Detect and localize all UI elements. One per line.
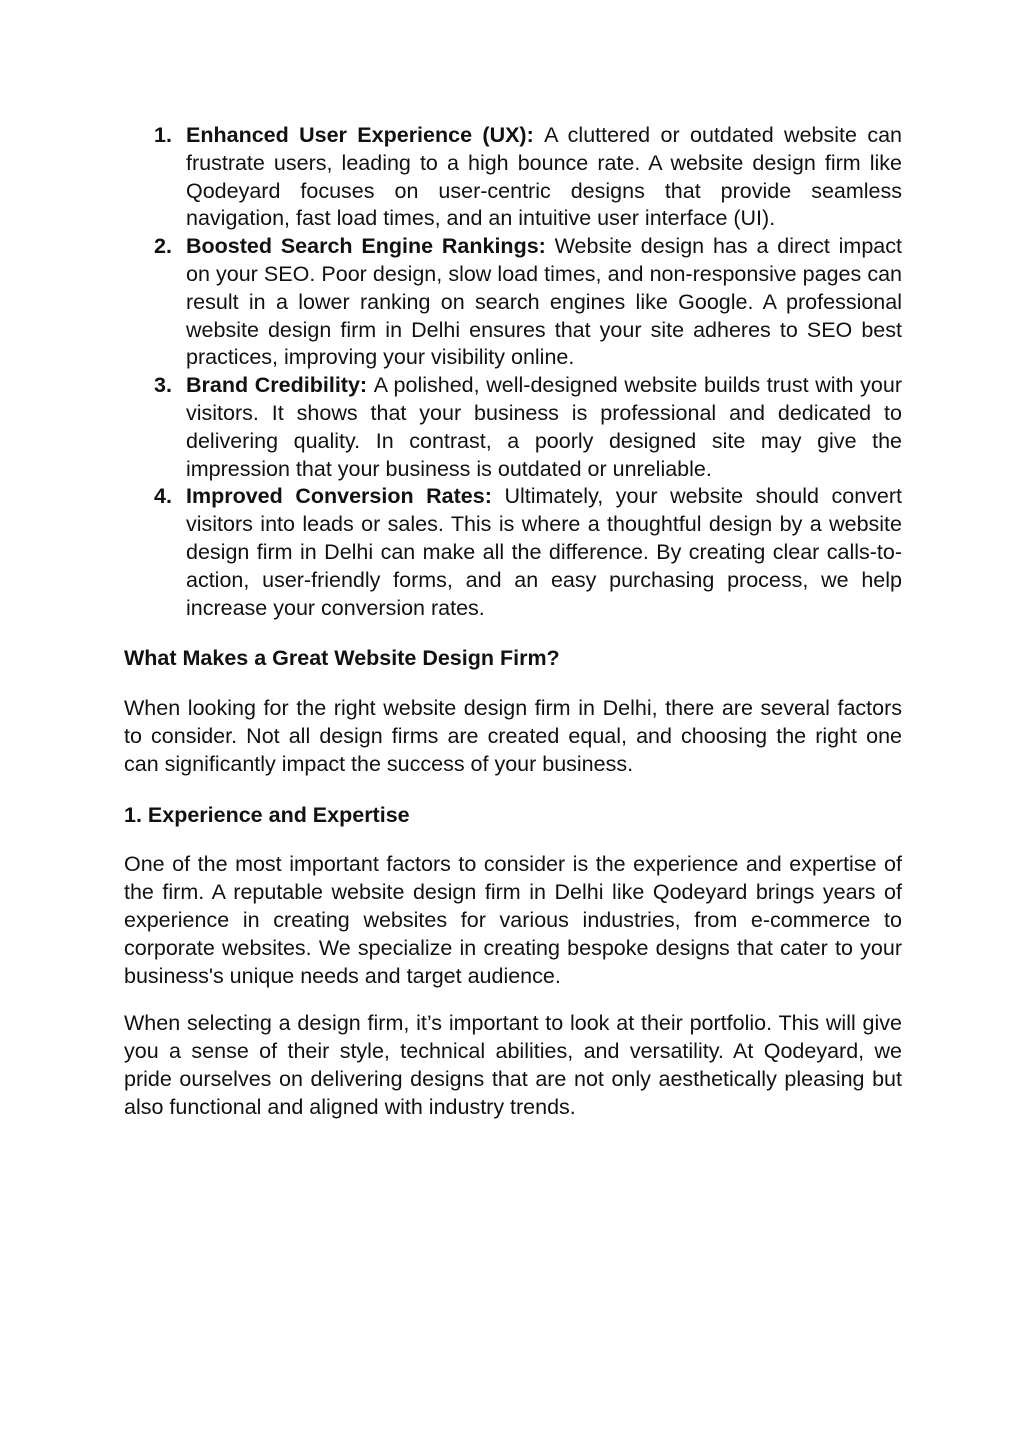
list-item-number: 3. — [154, 373, 172, 398]
list-item-text: Ultimately, your website should convert visitors into leads or sales. This is where a thoughtful design by a website design firm in Delhi can make all the difference. By creating clear calls-to-action, user-friendly forms, and an easy purchasing process, we help increase your conversion rates. — [186, 484, 902, 620]
list-item-lead: Improved Conversion Rates: — [186, 484, 505, 509]
benefits-list — [124, 122, 902, 622]
list-item-text: Website design has a direct impact on your SEO. Poor design, slow load times, and non-responsive pages can result in a lower ranking on search engines like Google. A professional website design firm in Delhi ensures that your site adheres to SEO best practices, improving your visibility online. — [186, 234, 902, 370]
list-item-lead: Boosted Search Engine Rankings: — [186, 234, 555, 259]
list-item — [124, 483, 902, 622]
list-item-lead: Enhanced User Experience (UX): — [186, 123, 545, 147]
list-item-text: A polished, well-designed website builds trust with your visitors. It shows that your business is professional and dedicated to delivering quality. In contrast, a poorly designed site may give the impression that your business is outdated or unreliable. — [186, 373, 902, 481]
document-page — [124, 122, 902, 1122]
list-item-text: A cluttered or outdated website can frustrate users, leading to a high bounce rate. A website design firm like Qodeyard focuses on user-centric designs that provide seamless navigation, fast load times, and an intuitive user interface (UI). — [186, 123, 902, 231]
list-item-number: 1. — [154, 123, 172, 147]
list-item-number: 4. — [154, 484, 172, 509]
experience-paragraph: One of the most important factors to consider is the experience and expertise of the firm. A reputable website design firm in Delhi like Qodeyard brings years of experience in creating websites for various industries, from e-commerce to corporate websites. We specialize in creating bespoke designs that cater to your business's unique needs and target audience. — [124, 852, 902, 988]
subsection-heading: 1. Experience and Expertise — [124, 802, 410, 827]
section-heading: What Makes a Great Website Design Firm? — [124, 646, 560, 671]
list-item — [124, 233, 902, 372]
section-intro-paragraph: When looking for the right website design firm in Delhi, there are several factors to consider. Not all design firms are created equal, and choosing the right one can significantly impact the success of your business. — [124, 696, 902, 776]
list-item-number: 2. — [154, 234, 172, 259]
portfolio-paragraph: When selecting a design firm, it’s important to look at their portfolio. This will give you a sense of their style, technical abilities, and versatility. At Qodeyard, we pride ourselves on delivering designs that are not only aesthetically pleasing but also functional and aligned with industry trends. — [124, 1011, 902, 1119]
list-item — [124, 122, 902, 233]
list-item-lead: Brand Credibility: — [186, 373, 374, 398]
list-item — [124, 372, 902, 483]
